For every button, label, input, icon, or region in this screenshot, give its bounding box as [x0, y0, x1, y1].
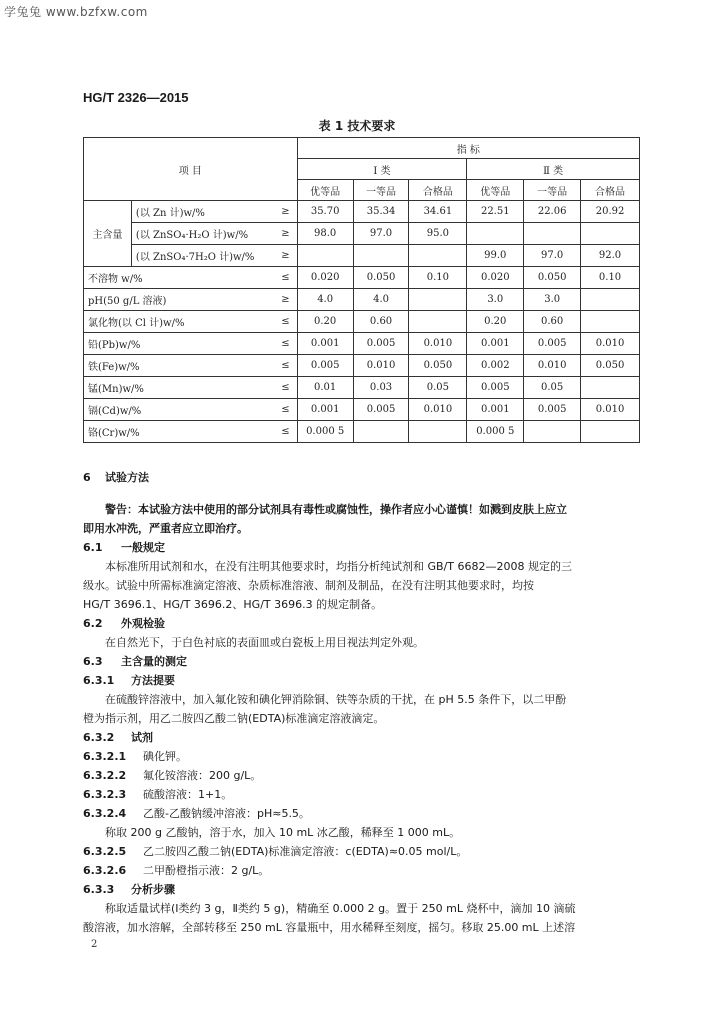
table-row	[84, 223, 640, 245]
table-row	[84, 267, 640, 289]
section-title: 外观检验	[121, 617, 165, 630]
row-symbol: ≥	[274, 245, 297, 267]
section-title: 方法提要	[131, 674, 175, 687]
cell-value: 22.06	[524, 201, 581, 223]
table-row	[84, 355, 640, 377]
paragraph-line: 在自然光下，于白色衬底的表面皿或白瓷板上用目视法判定外观。	[105, 636, 424, 649]
cell-value: 0.020	[297, 267, 353, 289]
site-watermark: 学兔兔 www.bzfxw.com	[4, 5, 148, 19]
section-number: 6	[83, 471, 91, 484]
paragraph-line: 本标准所用试剂和水，在没有注明其他要求时，均指分析纯试剂和 GB/T 6682—2008 规定的三	[105, 560, 572, 573]
row-label: pH(50 g/L 溶液)	[84, 289, 275, 311]
header-item: 项 目	[84, 138, 298, 201]
row-label: 氯化物(以 Cl 计)w/%	[84, 311, 275, 333]
cell-value: 0.010	[524, 355, 581, 377]
clause-number: 6.3.2.2	[83, 769, 127, 782]
paragraph-line: 称取 200 g 乙酸钠，溶于水，加入 10 mL 冰乙酸，稀释至 1 000 mL。	[105, 826, 461, 839]
row-symbol: ≤	[274, 377, 297, 399]
cell-value: 98.0	[297, 223, 353, 245]
cell-value: 0.010	[581, 399, 640, 421]
table-row	[84, 421, 640, 443]
section-number: 6.2	[83, 617, 103, 630]
cell-value: 0.001	[297, 333, 353, 355]
section-6-1-heading	[83, 540, 165, 556]
section-title: 分析步骤	[131, 883, 175, 896]
clause-text: 乙酸-乙酸钠缓冲溶液：pH≈5.5。	[143, 807, 310, 820]
paragraph-line: 称取适量试样(Ⅰ类约 3 g，Ⅱ类约 5 g)，精确至 0.000 2 g。置于 250 mL 烧杯中，滴加 10 滴硫	[105, 902, 576, 915]
standard-code-header: HG/T 2326—2015	[83, 90, 189, 105]
cell-value: 0.002	[467, 355, 524, 377]
cell-value: 0.05	[524, 377, 581, 399]
cell-value	[581, 421, 640, 443]
cell-value	[409, 245, 467, 267]
table-title: 表 1 技术要求	[318, 119, 396, 133]
section-title: 试剂	[131, 731, 153, 744]
header-grade: 一等品	[353, 180, 409, 201]
cell-value: 0.005	[524, 333, 581, 355]
row-label: 铁(Fe)w/%	[84, 355, 275, 377]
cell-value	[353, 245, 409, 267]
section-6-3-heading	[83, 654, 187, 670]
cell-value	[409, 311, 467, 333]
cell-value: 0.60	[353, 311, 409, 333]
paragraph-line: 酸溶液，加水溶解，全部转移至 250 mL 容量瓶中，用水稀释至刻度，摇匀。移取 25.00 mL 上述溶	[83, 921, 576, 934]
section-6-3-1-heading	[83, 673, 175, 689]
cell-value: 92.0	[581, 245, 640, 267]
cell-value: 0.050	[524, 267, 581, 289]
main-content-label: 主含量	[84, 201, 132, 267]
cell-value: 35.70	[297, 201, 353, 223]
clause-text: 碘化钾。	[143, 750, 187, 763]
cell-value: 97.0	[524, 245, 581, 267]
cell-value: 0.050	[409, 355, 467, 377]
header-grade: 合格品	[581, 180, 640, 201]
cell-value: 0.010	[409, 333, 467, 355]
section-title: 一般规定	[121, 541, 165, 554]
cell-value	[409, 289, 467, 311]
row-label: (以 Zn 计)w/%	[131, 201, 274, 223]
cell-value: 0.005	[353, 399, 409, 421]
table-row	[84, 289, 640, 311]
cell-value: 0.05	[409, 377, 467, 399]
clause-6-3-2-3	[83, 787, 232, 803]
section-number: 6.1	[83, 541, 103, 554]
row-symbol: ≤	[274, 267, 297, 289]
paragraph-line: 橙为指示剂，用乙二胺四乙酸二钠(EDTA)标准滴定溶液滴定。	[83, 712, 385, 725]
cell-value: 0.005	[524, 399, 581, 421]
section-number: 6.3.1	[83, 674, 115, 687]
cell-value: 0.03	[353, 377, 409, 399]
section-6-2-heading	[83, 616, 165, 632]
paragraph-line: 级水。试验中所需标准滴定溶液、杂质标准溶液、制剂及制品，在没有注明其他要求时，均按	[83, 579, 534, 592]
cell-value	[581, 377, 640, 399]
row-label: 不溶物 w/%	[84, 267, 275, 289]
technical-requirements-table	[83, 137, 640, 443]
cell-value	[409, 421, 467, 443]
header-grade: 优等品	[467, 180, 524, 201]
table-row	[84, 333, 640, 355]
cell-value: 4.0	[297, 289, 353, 311]
cell-value: 0.000 5	[297, 421, 353, 443]
row-label: 铅(Pb)w/%	[84, 333, 275, 355]
cell-value	[581, 289, 640, 311]
header-grade: 一等品	[524, 180, 581, 201]
cell-value: 0.01	[297, 377, 353, 399]
cell-value: 35.34	[353, 201, 409, 223]
warning-line-1: 警告：本试验方法中使用的部分试剂具有毒性或腐蚀性，操作者应小心谨慎！如溅到皮肤上应立	[105, 503, 567, 516]
cell-value: 22.51	[467, 201, 524, 223]
clause-number: 6.3.2.5	[83, 845, 127, 858]
cell-value: 0.001	[297, 399, 353, 421]
clause-text: 二甲酚橙指示液：2 g/L。	[143, 864, 270, 877]
warning-line-2: 即用水冲洗，严重者应立即治疗。	[83, 522, 248, 535]
cell-value	[467, 223, 524, 245]
table-row	[84, 399, 640, 421]
table-row	[84, 377, 640, 399]
cell-value: 34.61	[409, 201, 467, 223]
cell-value: 0.001	[467, 333, 524, 355]
row-symbol: ≤	[274, 355, 297, 377]
clause-6-3-2-6	[83, 863, 269, 879]
cell-value	[581, 311, 640, 333]
clause-6-3-2-2	[83, 768, 261, 784]
table-row	[84, 245, 640, 267]
cell-value: 0.000 5	[467, 421, 524, 443]
cell-value: 0.010	[581, 333, 640, 355]
section-title: 试验方法	[105, 471, 149, 484]
row-label: (以 ZnSO₄·7H₂O 计)w/%	[131, 245, 274, 267]
cell-value: 3.0	[467, 289, 524, 311]
cell-value: 0.20	[467, 311, 524, 333]
row-symbol: ≥	[274, 201, 297, 223]
table-row	[84, 311, 640, 333]
row-label: 铬(Cr)w/%	[84, 421, 275, 443]
cell-value: 0.10	[581, 267, 640, 289]
cell-value: 3.0	[524, 289, 581, 311]
row-label: 锰(Mn)w/%	[84, 377, 275, 399]
cell-value: 4.0	[353, 289, 409, 311]
header-class-1: Ⅰ 类	[297, 159, 467, 180]
section-6-3-2-heading	[83, 730, 153, 746]
header-grade: 合格品	[409, 180, 467, 201]
cell-value: 0.005	[353, 333, 409, 355]
clause-6-3-2-1	[83, 749, 187, 765]
cell-value	[353, 421, 409, 443]
cell-value: 95.0	[409, 223, 467, 245]
cell-value: 0.020	[467, 267, 524, 289]
paragraph-line: HG/T 3696.1、HG/T 3696.2、HG/T 3696.3 的规定制备。	[83, 598, 383, 611]
clause-number: 6.3.2.6	[83, 864, 127, 877]
row-symbol: ≥	[274, 223, 297, 245]
cell-value	[581, 223, 640, 245]
row-label: (以 ZnSO₄·H₂O 计)w/%	[131, 223, 274, 245]
cell-value: 0.60	[524, 311, 581, 333]
cell-value: 0.20	[297, 311, 353, 333]
paragraph-line: 在硫酸锌溶液中，加入氟化铵和碘化钾消除铜、铁等杂质的干扰，在 pH 5.5 条件下，以二甲酚	[105, 693, 567, 706]
page-number: 2	[91, 939, 98, 950]
clause-text: 乙二胺四乙酸二钠(EDTA)标准滴定溶液：c(EDTA)≈0.05 mol/L。	[143, 845, 468, 858]
cell-value: 99.0	[467, 245, 524, 267]
cell-value: 0.050	[353, 267, 409, 289]
clause-number: 6.3.2.4	[83, 807, 127, 820]
cell-value: 20.92	[581, 201, 640, 223]
clause-6-3-2-5	[83, 844, 467, 860]
clause-6-3-2-4	[83, 806, 310, 822]
clause-text: 硫酸溶液：1+1。	[143, 788, 233, 801]
cell-value: 0.010	[409, 399, 467, 421]
row-symbol: ≤	[274, 333, 297, 355]
section-number: 6.3.3	[83, 883, 115, 896]
clause-number: 6.3.2.3	[83, 788, 127, 801]
table-row	[84, 201, 640, 223]
cell-value: 0.050	[581, 355, 640, 377]
header-class-2: Ⅱ 类	[467, 159, 640, 180]
clause-number: 6.3.2.1	[83, 750, 127, 763]
cell-value: 0.001	[467, 399, 524, 421]
row-symbol: ≤	[274, 399, 297, 421]
cell-value: 0.10	[409, 267, 467, 289]
row-symbol: ≥	[274, 289, 297, 311]
cell-value	[524, 223, 581, 245]
row-label: 镉(Cd)w/%	[84, 399, 275, 421]
cell-value: 0.005	[467, 377, 524, 399]
section-6-heading	[83, 470, 149, 486]
header-index: 指 标	[297, 138, 639, 159]
cell-value: 0.005	[297, 355, 353, 377]
section-number: 6.3.2	[83, 731, 115, 744]
row-symbol: ≤	[274, 311, 297, 333]
section-number: 6.3	[83, 655, 103, 668]
section-title: 主含量的测定	[121, 655, 187, 668]
cell-value: 97.0	[353, 223, 409, 245]
row-symbol: ≤	[274, 421, 297, 443]
cell-value	[524, 421, 581, 443]
header-grade: 优等品	[297, 180, 353, 201]
clause-text: 氟化铵溶液：200 g/L。	[143, 769, 262, 782]
cell-value	[297, 245, 353, 267]
cell-value: 0.010	[353, 355, 409, 377]
section-6-3-3-heading	[83, 882, 175, 898]
